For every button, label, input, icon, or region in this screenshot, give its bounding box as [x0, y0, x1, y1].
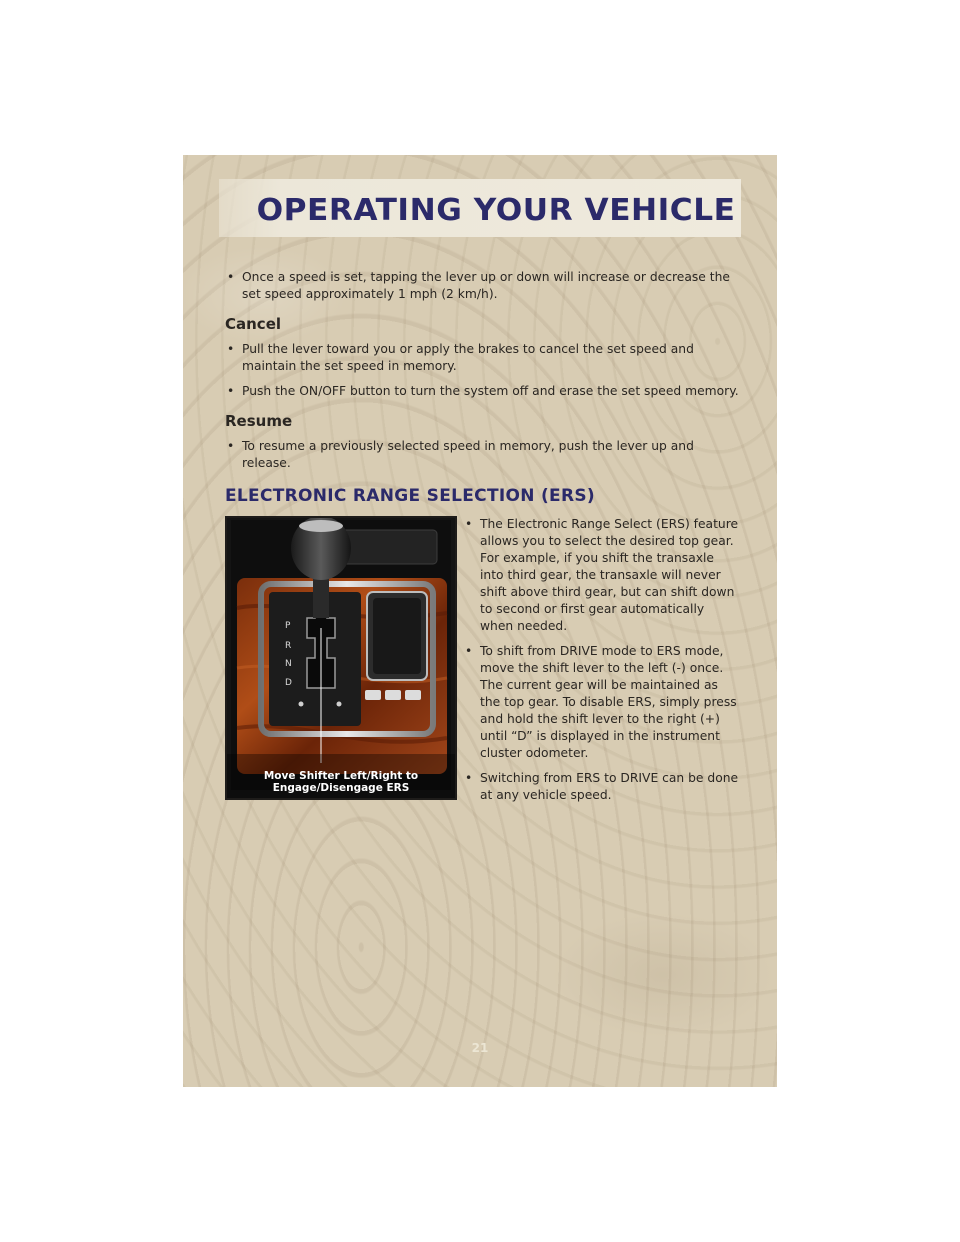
shifter-photo [225, 516, 457, 800]
ers-bullets [463, 516, 741, 812]
list-item [225, 269, 739, 303]
bullet-text: To resume a previously selected speed in memory, push the lever up and release. [242, 439, 694, 470]
list-item [463, 770, 741, 804]
bullet-icon: • [465, 517, 473, 531]
bullet-icon: • [465, 644, 473, 658]
bullet-text: The Electronic Range Select (ERS) feature allows you to select the desired top gear. For example, if you shift the transaxle into third gear, the transaxle will never shift above third gear, but can shift down to second or first gear automatically when needed. [480, 517, 739, 633]
list-item [225, 341, 739, 375]
cancel-heading: Cancel [225, 315, 282, 333]
list-item [225, 438, 739, 472]
list-item [463, 516, 741, 635]
bullet-icon: • [227, 384, 235, 398]
bullet-text: Once a speed is set, tapping the lever up or down will increase or decrease the set speed approximately 1 mph (2 km/h). [242, 270, 730, 301]
bullet-icon: • [227, 439, 235, 453]
bullet-text: To shift from DRIVE mode to ERS mode, move the shift lever to the left (-) once. The current gear will be maintained as the top gear. To disable ERS, simply press and hold the shift lever to the right (+) until “D” is displayed in the instrument cluster odometer. [480, 644, 737, 760]
page-content [225, 269, 739, 826]
resume-heading: Resume [225, 412, 293, 430]
gear-label: R [285, 641, 292, 651]
shifter-illustration [227, 518, 455, 798]
ers-section [225, 516, 739, 826]
caption-line: Move Shifter Left/Right to [263, 770, 419, 782]
bullet-icon: • [465, 771, 473, 785]
page-title: OPERATING YOUR VEHICLE [256, 193, 735, 228]
bullet-icon: • [227, 270, 235, 284]
bullet-text: Pull the lever toward you or apply the brakes to cancel the set speed and maintain the set speed in memory. [242, 342, 694, 373]
gear-label: D [285, 678, 292, 688]
bullet-text: Switching from ERS to DRIVE can be done at any vehicle speed. [480, 771, 739, 802]
page-number: 21 [471, 1041, 489, 1055]
bullet-icon: • [227, 342, 235, 356]
gear-label: P [285, 621, 291, 631]
caption-line: Engage/Disengage ERS [272, 782, 410, 794]
list-item [463, 643, 741, 762]
manual-page [183, 155, 777, 1087]
list-item [225, 383, 739, 400]
photo-caption [227, 770, 455, 794]
ers-heading: ELECTRONIC RANGE SELECTION (ERS) [225, 486, 595, 506]
gear-label: N [285, 659, 292, 669]
bullet-text: Push the ON/OFF button to turn the system off and erase the set speed memory. [242, 384, 739, 398]
